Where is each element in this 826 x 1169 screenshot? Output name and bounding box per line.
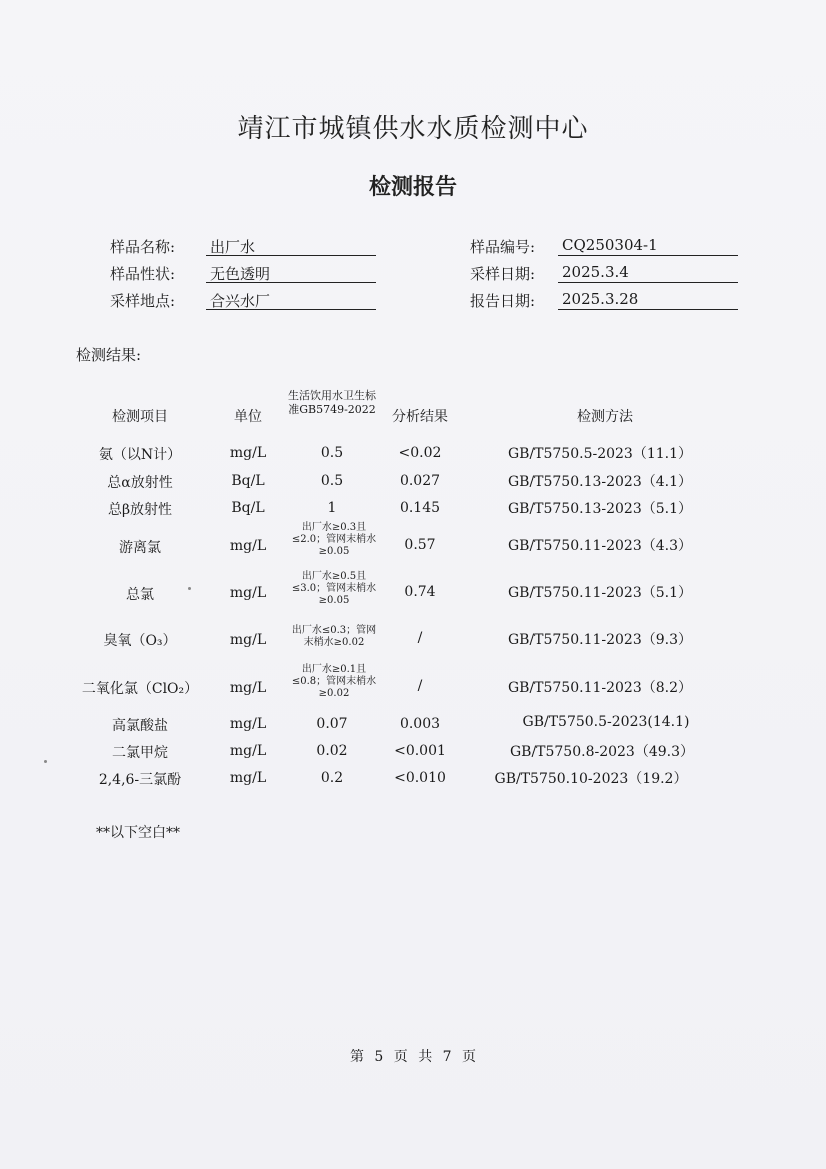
row-method: GB/T5750.11-2023（4.3） [507,538,693,554]
row-result: / [417,678,423,694]
row-result: 0.145 [399,500,441,516]
row-item: 总氯 [126,587,154,603]
scan-speck [188,587,191,590]
header-standard: 生活饮用水卫生标准GB5749-2022 [288,389,376,416]
row-standard: 0.5 [320,473,344,489]
sampling-date-label: 采样日期: [470,265,536,283]
sample-name-field [110,236,380,256]
row-standard: 出厂水≥0.3且≤2.0；管网末梢水≥0.05 [291,522,377,557]
row-standard: 0.07 [316,716,348,732]
row-item: 二氯甲烷 [112,745,168,761]
row-unit: mg/L [229,680,267,696]
row-unit: mg/L [229,632,267,648]
header-method: 检测方法 [577,409,633,425]
header-unit: 单位 [234,409,262,425]
row-unit: mg/L [229,538,267,554]
row-result: 0.57 [404,537,436,553]
row-method: GB/T5750.13-2023（4.1） [507,474,693,490]
report-date-label: 报告日期: [470,292,536,310]
row-method: GB/T5750.8-2023（49.3） [509,744,695,760]
row-result: / [417,630,423,646]
row-result: 0.74 [404,584,436,600]
sample-character-value: 无色透明 [206,263,376,283]
row-unit: Bq/L [231,473,265,489]
sampling-date-field [470,263,740,283]
sample-site-field [110,290,380,310]
row-item: 氨（以N计） [98,447,182,463]
row-standard: 出厂水≤0.3；管网末梢水≥0.02 [291,625,377,648]
row-unit: mg/L [229,445,267,461]
row-method: GB/T5750.11-2023（5.1） [507,585,693,601]
row-method: GB/T5750.13-2023（5.1） [507,501,693,517]
page-footer: 第 5 页 共 7 页 [349,1049,477,1065]
row-unit: mg/L [229,716,267,732]
row-unit: Bq/L [231,500,265,516]
row-method: GB/T5750.11-2023（9.3） [507,632,693,648]
row-item: 高氯酸盐 [112,718,168,734]
row-result: 0.027 [399,473,441,489]
row-method: GB/T5750.11-2023（8.2） [507,680,693,696]
row-item: 总β放射性 [107,502,173,518]
sample-character-field [110,263,380,283]
scan-speck [44,760,47,763]
row-item: 2,4,6-三氯酚 [98,772,182,788]
row-standard: 出厂水≥0.5且≤3.0；管网末梢水≥0.05 [291,571,377,606]
row-method: GB/T5750.10-2023（19.2） [494,771,688,787]
org-title: 靖江市城镇供水水质检测中心 [237,114,589,144]
sample-number-label: 样品编号: [470,238,536,256]
row-item: 游离氯 [119,540,161,556]
row-result: <0.001 [394,743,446,759]
row-method: GB/T5750.5-2023(14.1) [522,714,690,730]
sample-number-field [470,236,740,256]
header-result: 分析结果 [392,409,448,425]
row-standard: 0.02 [316,743,348,759]
report-date-value: 2025.3.28 [558,290,738,310]
row-item: 二氧化氯（ClO₂） [81,681,199,697]
results-heading: 检测结果: [76,346,142,364]
row-standard: 出厂水≥0.1且≤0.8；管网末梢水≥0.02 [291,664,377,699]
row-unit: mg/L [229,770,267,786]
row-standard: 0.5 [320,445,344,461]
blank-below-note: **以下空白** [96,825,180,841]
report-date-field [470,290,740,310]
sample-site-value: 合兴水厂 [206,290,376,310]
row-unit: mg/L [229,743,267,759]
row-result: <0.02 [398,445,442,461]
sample-character-label: 样品性状: [110,265,176,283]
sample-site-label: 采样地点: [110,292,176,310]
header-item: 检测项目 [112,409,168,425]
report-title: 检测报告 [368,174,457,200]
row-unit: mg/L [229,585,267,601]
row-method: GB/T5750.5-2023（11.1） [507,446,693,462]
row-standard: 0.2 [320,770,344,786]
row-item: 总α放射性 [107,475,173,491]
sample-name-value: 出厂水 [206,236,376,256]
row-item: 臭氧（O₃） [103,633,177,649]
sample-number-value: CQ250304-1 [558,236,738,256]
sample-name-label: 样品名称: [110,238,176,256]
row-standard: 1 [327,500,337,516]
row-result: 0.003 [399,716,441,732]
sampling-date-value: 2025.3.4 [558,263,738,283]
row-result: <0.010 [394,770,446,786]
